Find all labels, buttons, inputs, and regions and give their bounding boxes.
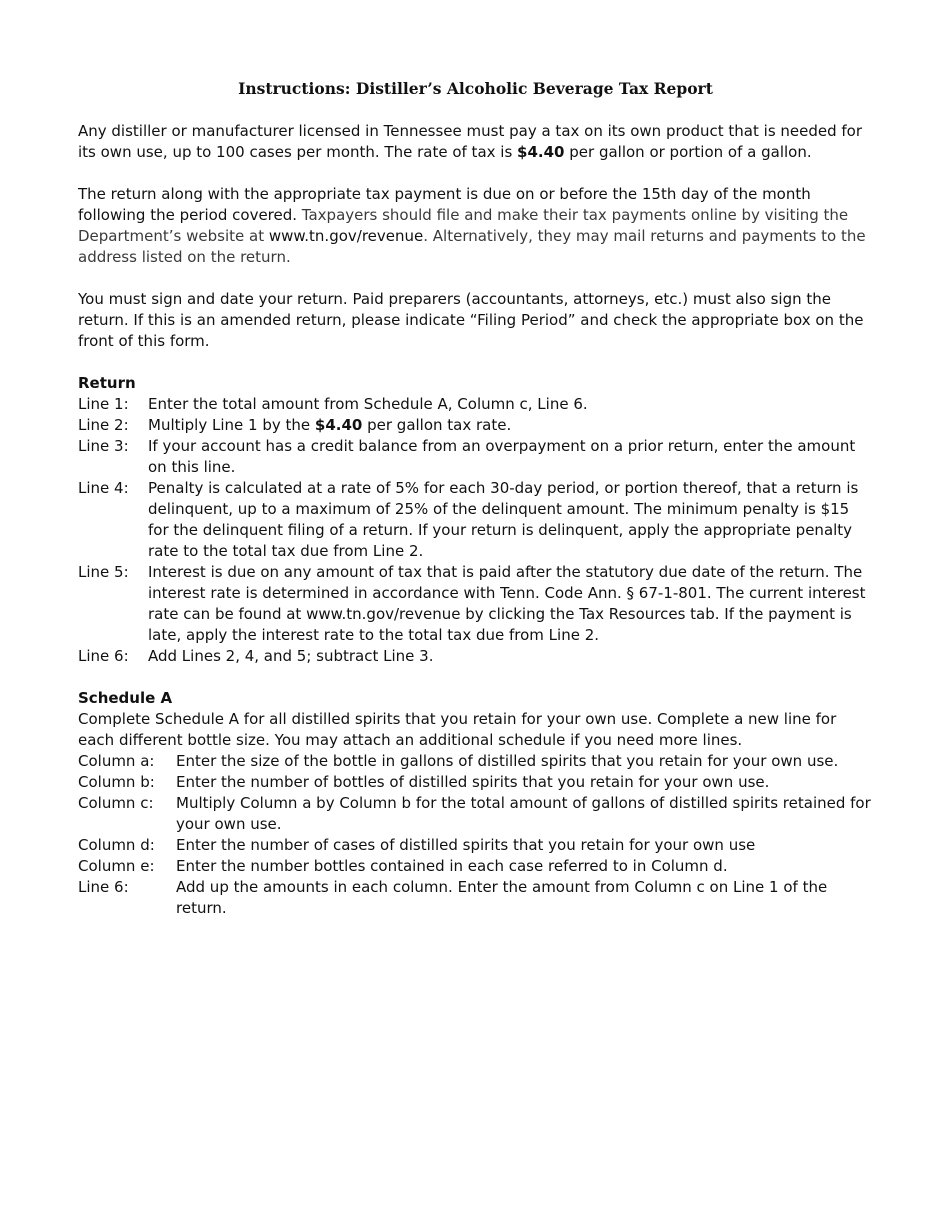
page-title: Instructions: Distiller’s Alcoholic Beverage Tax Report <box>238 79 713 98</box>
schedule-column-label: Column d: <box>78 836 155 854</box>
schedule-a-heading: Schedule A <box>78 689 173 707</box>
return-line-text: Enter the total amount from Schedule A, Column c, Line 6. <box>148 395 588 413</box>
schedule-column-label: Column e: <box>78 857 155 875</box>
return-line-2 <box>78 415 873 436</box>
line2-tax-rate: $4.40 <box>314 416 363 434</box>
schedule-column-text: Enter the number of bottles of distilled spirits that you retain for your own use. <box>176 773 770 791</box>
schedule-column-text: Enter the size of the bottle in gallons of distilled spirits that you retain for your own use. <box>176 752 839 770</box>
schedule-column-text: Enter the number bottles contained in each case referred to in Column d. <box>176 857 728 875</box>
return-line-text: Penalty is calculated at a rate of 5% for each 30-day period, or portion thereof, that a return is delinquent, up to a maximum of 25% of the delinquent amount. The minimum penalty is $15 for the delinquent filing of a return. If your return is delinquent, apply the appropriate penalty rate to the total tax due from Line 2. <box>148 479 859 560</box>
schedule-column-text: Add up the amounts in each column. Enter the amount from Column c on Line 1 of the return. <box>176 878 828 917</box>
return-line-label: Line 5: <box>78 563 129 581</box>
intro-p1-text-a: Any distiller or manufacturer licensed in Tennessee must pay a tax on its own product that is needed for its own use, up to 100 cases per month. The rate of tax is <box>78 122 863 161</box>
schedule-column-b <box>78 772 873 793</box>
intro-paragraph-rate <box>78 121 873 163</box>
return-line-text: Interest is due on any amount of tax that is paid after the statutory due date of the return. The interest rate is determined in accordance with Tenn. Code Ann. § 67-1-801. The current interest rate can be found at www.tn.gov/revenue by clicking the Tax Resources tab. If the payment is late, apply the interest rate to the total tax due from Line 2. <box>148 563 866 644</box>
line2-text-a: Multiply Line 1 by the <box>148 416 315 434</box>
intro-paragraph-due-date <box>78 184 873 268</box>
return-line-text: If your account has a credit balance from an overpayment on a prior return, enter the amount on this line. <box>148 437 856 476</box>
schedule-a-instructions-list <box>78 751 873 919</box>
schedule-column-text: Enter the number of cases of distilled spirits that you retain for your own use <box>176 836 756 854</box>
schedule-column-label: Line 6: <box>78 878 129 896</box>
schedule-column-label: Column c: <box>78 794 154 812</box>
intro-p2-text-b: Taxpayers should file and make their tax payments online by visiting the Department’s website at <box>78 206 849 245</box>
return-line-3 <box>78 436 873 478</box>
return-line-text: Add Lines 2, 4, and 5; subtract Line 3. <box>148 647 434 665</box>
return-line-4 <box>78 478 873 562</box>
schedule-column-e <box>78 856 873 877</box>
return-line-6 <box>78 646 873 667</box>
schedule-column-c <box>78 793 873 835</box>
return-line-text <box>148 415 873 436</box>
revenue-website-link[interactable]: www.tn.gov/revenue <box>268 227 424 245</box>
schedule-column-d <box>78 835 873 856</box>
return-line-label: Line 2: <box>78 416 129 434</box>
return-line-1 <box>78 394 873 415</box>
line2-text-b: per gallon tax rate. <box>362 416 512 434</box>
return-line-label: Line 3: <box>78 437 129 455</box>
schedule-line-6 <box>78 877 873 919</box>
tax-rate: $4.40 <box>517 143 565 161</box>
schedule-column-label: Column a: <box>78 752 155 770</box>
schedule-column-a <box>78 751 873 772</box>
intro-p2-text-c: . Alternatively, they may mail returns and payments to the address listed on the return. <box>78 227 866 266</box>
return-line-label: Line 6: <box>78 647 129 665</box>
schedule-column-label: Column b: <box>78 773 155 791</box>
schedule-column-text: Multiply Column a by Column b for the total amount of gallons of distilled spirits retained for your own use. <box>176 794 871 833</box>
intro-paragraph-signature: You must sign and date your return. Paid preparers (accountants, attorneys, etc.) must also sign the return. If this is an amended return, please indicate “Filing Period” and check the appropriate box on the front of this form. <box>78 290 864 350</box>
intro-p1-text-b: per gallon or portion of a gallon. <box>564 143 812 161</box>
return-heading: Return <box>78 374 136 392</box>
return-instructions-list <box>78 394 873 667</box>
return-line-label: Line 1: <box>78 395 129 413</box>
return-line-5 <box>78 562 873 646</box>
intro-p2-text-a: The return along with the appropriate tax payment is due on or before the 15th day of the month following the period covered. <box>78 185 811 224</box>
return-line-label: Line 4: <box>78 479 129 497</box>
schedule-a-intro: Complete Schedule A for all distilled spirits that you retain for your own use. Complete a new line for each different bottle size. You may attach an additional schedule if you need more lines. <box>78 710 837 749</box>
instructions-page <box>78 78 873 919</box>
